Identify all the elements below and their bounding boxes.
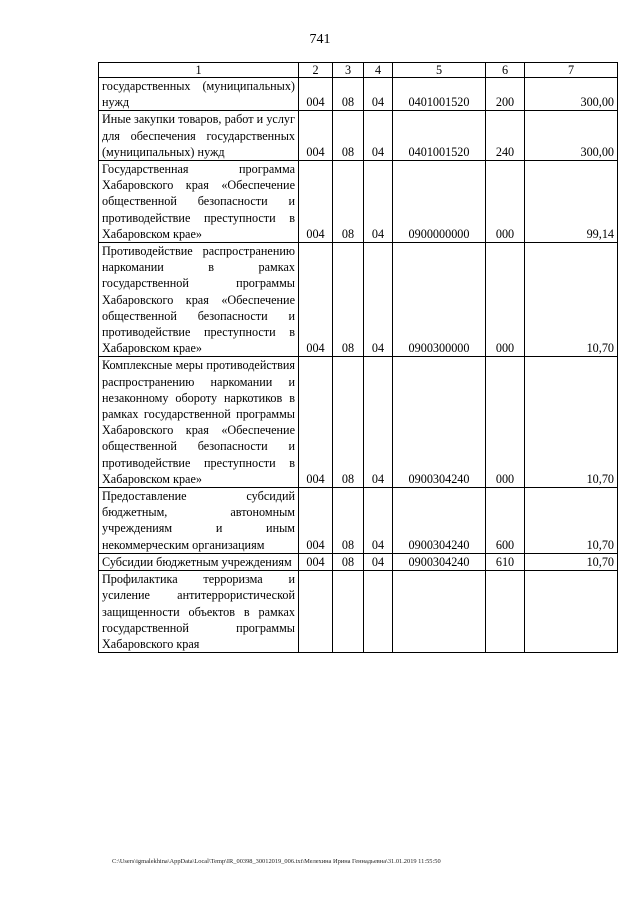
ministry-code-cell: 004 [299,488,333,554]
row-name-cell: государственных (муниципальных) нужд [99,78,299,111]
ministry-code-cell: 004 [299,357,333,488]
amount-cell: 300,00 [525,78,618,111]
section-code-cell: 08 [333,488,364,554]
row-name-cell: Иные закупки товаров, работ и услуг для обеспечения государственных (муниципальных) нужд [99,111,299,161]
column-header: 6 [486,63,525,78]
subsection-code-cell: 04 [364,357,393,488]
expense-type-cell: 000 [486,161,525,243]
amount-cell: 10,70 [525,553,618,570]
row-name-cell: Предоставление субсидий бюджетным, автономным учреждениям и иным некоммерческим организациям [99,488,299,554]
column-header: 2 [299,63,333,78]
ministry-code-cell [299,571,333,653]
amount-cell: 10,70 [525,357,618,488]
row-name-cell: Государственная программа Хабаровского края «Обеспечение общественной безопасности и противодействие преступности в Хабаровском крае» [99,161,299,243]
ministry-code-cell: 004 [299,243,333,357]
expense-type-cell: 600 [486,488,525,554]
table-row [99,111,618,161]
row-name-cell: Противодействие распространению наркомании в рамках государственной программы Хабаровского края «Обеспечение общественной безопасности и противодействие преступности в Хабаровском крае» [99,243,299,357]
subsection-code-cell: 04 [364,243,393,357]
subsection-code-cell [364,571,393,653]
amount-cell [525,571,618,653]
subsection-code-cell: 04 [364,553,393,570]
expense-type-cell: 610 [486,553,525,570]
ministry-code-cell: 004 [299,553,333,570]
section-code-cell [333,571,364,653]
target-article-cell: 0900304240 [393,488,486,554]
row-name-cell: Субсидии бюджетным учреждениям [99,553,299,570]
column-header-row [99,63,618,78]
ministry-code-cell: 004 [299,111,333,161]
table-row [99,553,618,570]
page-number: 741 [309,32,331,47]
section-code-cell: 08 [333,553,364,570]
ministry-code-cell: 004 [299,161,333,243]
subsection-code-cell: 04 [364,488,393,554]
table-row [99,357,618,488]
column-header: 3 [333,63,364,78]
table-row [99,243,618,357]
row-name-cell: Профилактика терроризма и усиление антитеррористической защищенности объектов в рамках государственной программы Хабаровского края [99,571,299,653]
expense-type-cell: 240 [486,111,525,161]
column-header: 1 [99,63,299,78]
target-article-cell: 0900304240 [393,553,486,570]
section-code-cell: 08 [333,243,364,357]
table-row [99,488,618,554]
subsection-code-cell: 04 [364,78,393,111]
expense-type-cell: 000 [486,243,525,357]
column-header: 4 [364,63,393,78]
expense-type-cell: 000 [486,357,525,488]
table-row [99,78,618,111]
section-code-cell: 08 [333,357,364,488]
expense-type-cell: 200 [486,78,525,111]
column-header: 5 [393,63,486,78]
amount-cell: 10,70 [525,488,618,554]
amount-cell: 99,14 [525,161,618,243]
target-article-cell: 0900304240 [393,357,486,488]
target-article-cell [393,571,486,653]
subsection-code-cell: 04 [364,111,393,161]
table-row [99,571,618,653]
section-code-cell: 08 [333,111,364,161]
row-name-cell: Комплексные меры противодействия распространению наркомании и незаконному обороту наркотиков в рамках государственной программы Хабаровского края «Обеспечение общественной безопасности и противодействие преступности в Хабаровском крае» [99,357,299,488]
subsection-code-cell: 04 [364,161,393,243]
budget-table [98,62,618,653]
ministry-code-cell: 004 [299,78,333,111]
section-code-cell: 08 [333,161,364,243]
amount-cell: 300,00 [525,111,618,161]
column-header: 7 [525,63,618,78]
section-code-cell: 08 [333,78,364,111]
target-article-cell: 0401001520 [393,111,486,161]
target-article-cell: 0401001520 [393,78,486,111]
expense-type-cell [486,571,525,653]
target-article-cell: 0900300000 [393,243,486,357]
amount-cell: 10,70 [525,243,618,357]
table-row [99,161,618,243]
target-article-cell: 0900000000 [393,161,486,243]
file-path-footer: C:\Users\igmalekhina\AppData\Local\Temp\IR_00398_30012019_006.txt\Мелехина Ирина Геннадьевна\31.01.2019 11:55:50 [112,858,441,865]
